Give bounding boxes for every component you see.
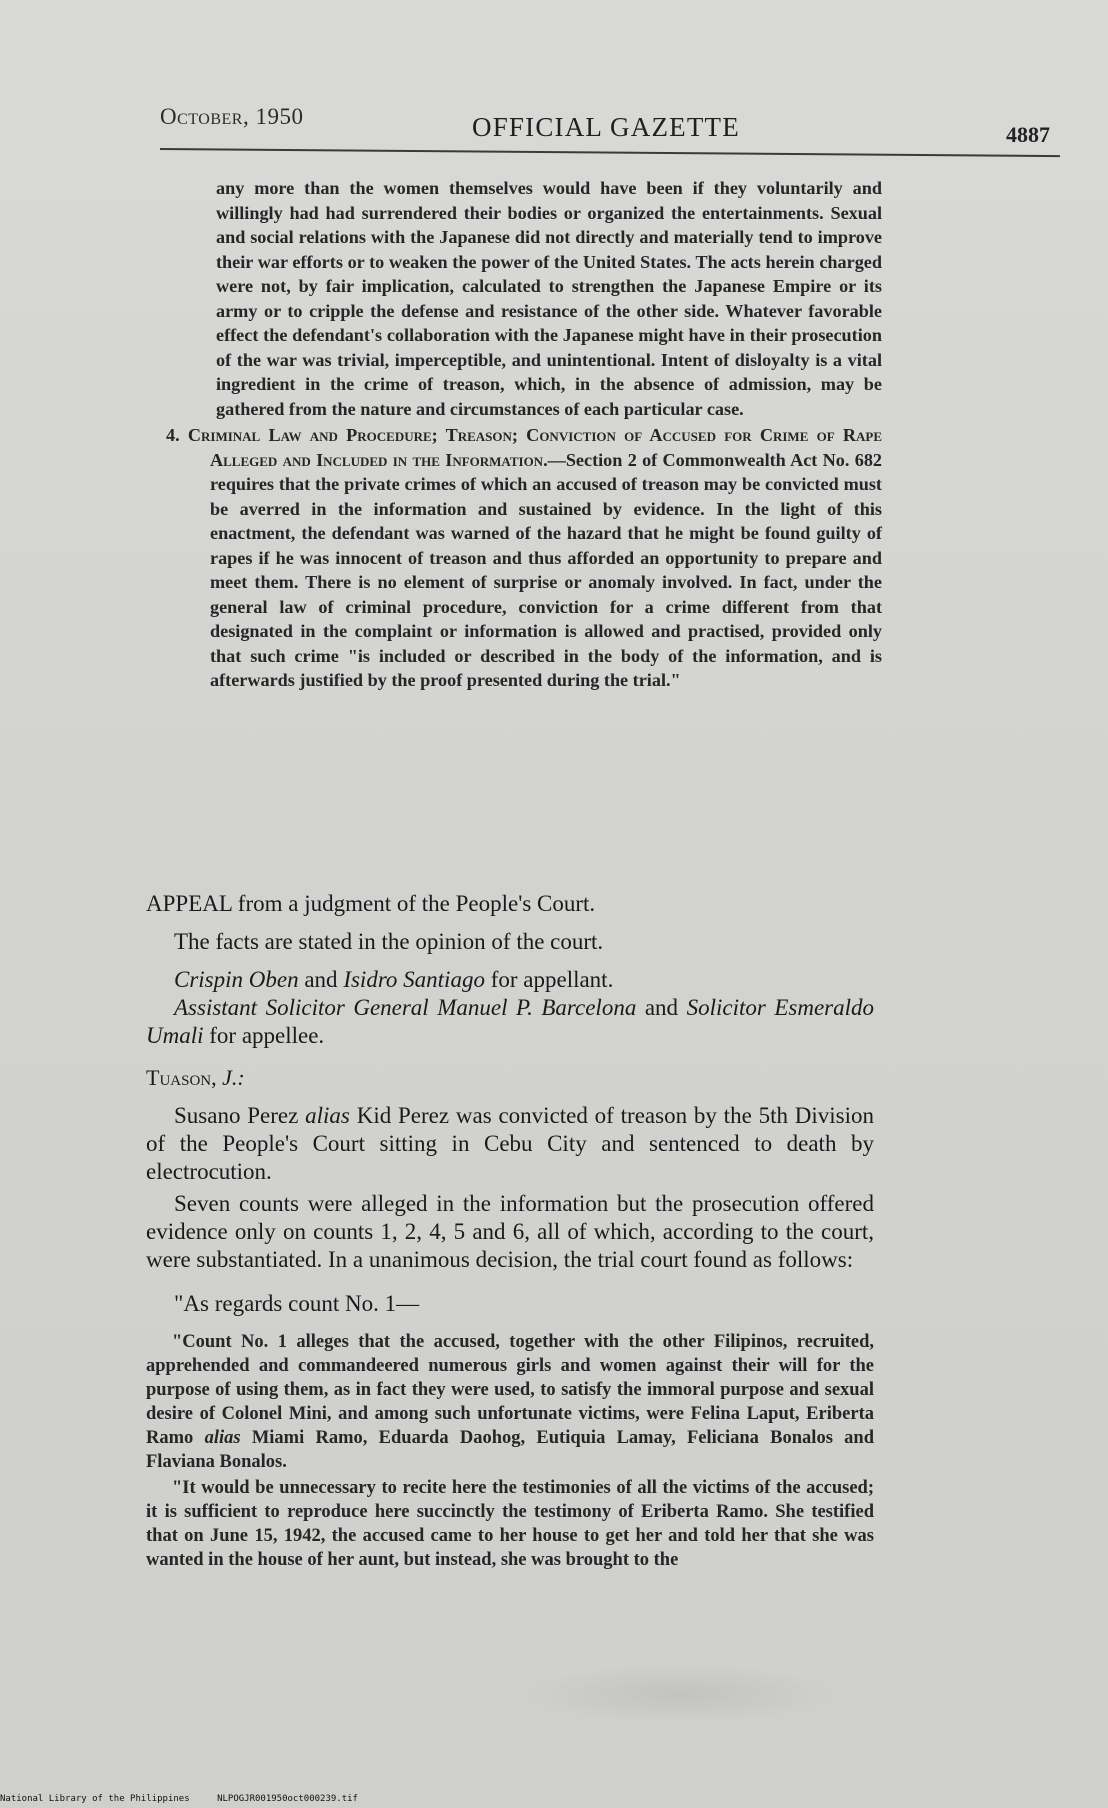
header-rule	[160, 148, 1060, 157]
ponente-name: Tuason,	[146, 1065, 217, 1090]
counsel-name: Crispin Oben	[174, 967, 299, 992]
ponente-title: J.:	[222, 1065, 245, 1090]
syllabus-item-text: —Section 2 of Commonwealth Act No. 682 requires that the private crimes of which an accused of treason may be convicted must be averred in the information and sustained by evidence. In the light of this enactment, the defendant was warned of the hazard that he might be found guilty of rapes if he was innocent of treason and thus afforded an opportunity to prepare and meet them. There is no element of surprise or anomaly involved. In fact, under the general law of criminal procedure, conviction for a crime different from that designated in the complaint or information is allowed and practised, provided only that such crime "is included or described in the body of the information, and is afterwards justified by the proof presented during the trial."	[210, 449, 883, 690]
page-number: 4887	[1006, 122, 1050, 147]
header-date: October, 1950	[160, 104, 304, 129]
quote-text: "Count No. 1 alleges that the accused, together with the other Filipinos, recruited, apprehended and commandeered numerous girls and women against their will for the purpose of using them, as in fact they were used, to satisfy the immoral purpose and sexual desire of Colonel Mini, and among such unfortunate victims, were Felina Laput, Eriberta Ramo	[146, 1332, 874, 1448]
syllabus-item-number: 4.	[166, 425, 180, 445]
scan-smudge	[520, 1664, 840, 1724]
quote-intro: "As regards count No. 1—	[174, 1291, 420, 1316]
syllabus-section	[152, 176, 882, 693]
facts-line: The facts are stated in the opinion of the court.	[174, 929, 604, 954]
page-header	[160, 98, 1060, 148]
syllabus-paragraph-continued: any more than the women themselves would have been if they voluntarily and willingly had had surrendered their bodies or organized the entertainments. Sexual and social relations with the Japanese did not directly and materially tend to improve their war efforts or to weaken the power of the United States. The acts herein charged were not, by fair implication, calculated to strengthen the Japanese Empire or its army or to cripple the defense and resistance of the other side. Whatever favorable effect the defendant's collaboration with the Japanese might have in their prosecution of the war was trivial, imperceptible, and unintentional. Intent of disloyalty is a vital ingredient in the crime of treason, which, in the absence of admission, may be gathered from the nature and circumstances of each particular case.	[216, 178, 882, 419]
counsel-role: for appellee.	[209, 1023, 325, 1048]
counsel-conjunction: and	[644, 995, 679, 1020]
counsel-appellee	[146, 994, 874, 1050]
opinion-paragraph-2: Seven counts were alleged in the information but the prosecution offered evidence only on counts 1, 2, 4, 5 and 6, all of which, according to the court, were substantiated. In a unanimous decision, the trial court found as follows:	[146, 1191, 874, 1272]
defendant-name: Susano Perez	[174, 1103, 299, 1128]
footer-library: National Library of the Philippines	[0, 1794, 190, 1804]
counsel-role: for appellant.	[490, 967, 614, 992]
header-title: OFFICIAL GAZETTE	[472, 112, 740, 142]
opinion-paragraph-1	[146, 1102, 874, 1186]
scan-footer	[0, 1794, 380, 1804]
alias-word: alias	[305, 1103, 350, 1128]
quoted-paragraph-1	[146, 1330, 874, 1474]
appeal-line: APPEAL from a judgment of the People's Court.	[146, 891, 596, 916]
counsel-name: Isidro Santiago	[343, 967, 485, 992]
paragraph-text: Kid Perez was convicted of treason by the 5th Division of the People's Court sitting in Cebu City and sentenced to death by electrocution.	[146, 1103, 875, 1184]
footer-filename: NLPOGJR001950oct000239.tif	[217, 1794, 358, 1804]
syllabus-item-4	[152, 423, 882, 693]
quoted-paragraph-2: "It would be unnecessary to recite here the testimonies of all the victims of the accused; it is sufficient to reproduce here succinctly the testimony of Eriberta Ramo. She testified that on June 15, 1942, the accused came to her house to get her and told her that she was wanted in the house of her aunt, but instead, she was brought to the	[146, 1478, 874, 1570]
counsel-name: Assistant Solicitor General Manuel P. Barcelona	[174, 995, 637, 1020]
counsel-name: Solicitor Esmeraldo Umali	[146, 995, 874, 1048]
counsel-conjunction: and	[304, 967, 338, 992]
syllabus-item-heading: Criminal Law and Procedure; Treason; Conviction of Accused for Crime of Rape Alleged and Included in the Information.	[187, 425, 883, 470]
alias-word: alias	[204, 1428, 241, 1448]
counsel-appellant	[146, 966, 874, 994]
quote-text: Miami Ramo, Eduarda Daohog, Eutiquia Lamay, Feliciana Bonalos and Flaviana Bonalos.	[146, 1428, 875, 1472]
opinion-body	[146, 890, 874, 1572]
ponente	[146, 1064, 874, 1092]
